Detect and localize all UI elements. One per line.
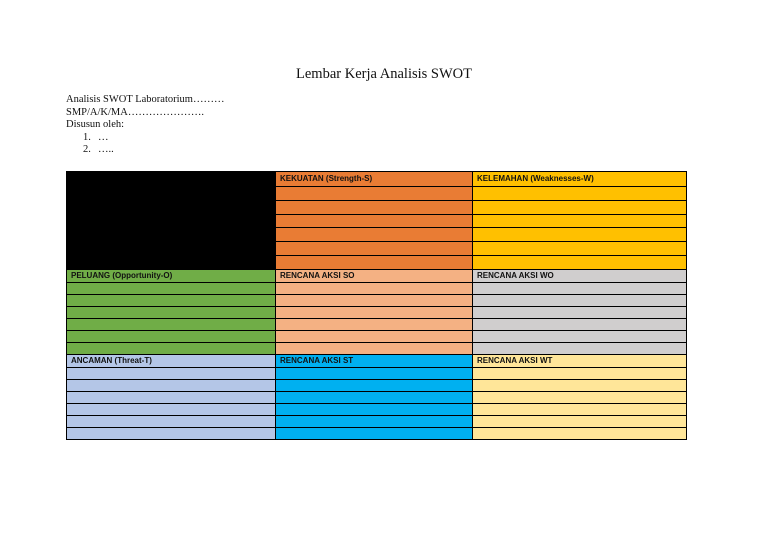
st-cell[interactable] [276, 380, 473, 392]
threat-cell[interactable] [67, 416, 276, 428]
wo-cell[interactable] [473, 319, 687, 331]
so-cell[interactable] [276, 343, 473, 355]
table-row [67, 343, 687, 355]
table-row [67, 270, 687, 283]
so-cell[interactable] [276, 295, 473, 307]
list-text: … [98, 131, 109, 143]
weakness-header: KELEMAHAN (Weaknesses-W) [473, 172, 687, 187]
table-row [67, 404, 687, 416]
wo-cell[interactable] [473, 283, 687, 295]
weakness-cell[interactable] [473, 200, 687, 214]
strength-cell[interactable] [276, 242, 473, 256]
table-row [67, 319, 687, 331]
table-row [67, 380, 687, 392]
wt-cell[interactable] [473, 416, 687, 428]
threat-cell[interactable] [67, 380, 276, 392]
list-number: 1. [83, 131, 91, 143]
weakness-cell[interactable] [473, 228, 687, 242]
author-list-item [66, 132, 224, 145]
so-cell[interactable] [276, 283, 473, 295]
strength-header: KEKUATAN (Strength-S) [276, 172, 473, 187]
table-row [67, 307, 687, 319]
strength-cell[interactable] [276, 228, 473, 242]
st-cell[interactable] [276, 416, 473, 428]
table-row [67, 416, 687, 428]
wt-cell[interactable] [473, 380, 687, 392]
so-cell[interactable] [276, 307, 473, 319]
wo-cell[interactable] [473, 295, 687, 307]
lab-name-line: Analisis SWOT Laboratorium……… [66, 94, 225, 105]
table-row [67, 283, 687, 295]
so-cell[interactable] [276, 331, 473, 343]
page-title: Lembar Kerja Analisis SWOT [296, 66, 472, 82]
table-row [67, 295, 687, 307]
st-header: RENCANA AKSI ST [276, 355, 473, 368]
opportunity-header: PELUANG (Opportunity-O) [67, 270, 276, 283]
opportunity-cell[interactable] [67, 307, 276, 319]
opportunity-cell[interactable] [67, 295, 276, 307]
strength-cell[interactable] [276, 214, 473, 228]
school-line: SMP/A/K/MA…………………. [66, 106, 204, 118]
opportunity-cell[interactable] [67, 331, 276, 343]
weakness-cell[interactable] [473, 242, 687, 256]
threat-header: ANCAMAN (Threat-T) [67, 355, 276, 368]
st-cell[interactable] [276, 368, 473, 380]
wo-cell[interactable] [473, 331, 687, 343]
strength-cell[interactable] [276, 200, 473, 214]
table-row [67, 331, 687, 343]
opportunity-cell[interactable] [67, 343, 276, 355]
so-header: RENCANA AKSI SO [276, 270, 473, 283]
wt-cell[interactable] [473, 368, 687, 380]
table-row [67, 355, 687, 368]
wt-cell[interactable] [473, 428, 687, 440]
wt-cell[interactable] [473, 404, 687, 416]
swot-table [66, 171, 687, 440]
threat-cell[interactable] [67, 392, 276, 404]
wt-cell[interactable] [473, 392, 687, 404]
wt-header: RENCANA AKSI WT [473, 355, 687, 368]
list-text: ….. [98, 144, 114, 155]
wo-cell[interactable] [473, 343, 687, 355]
so-cell[interactable] [276, 319, 473, 331]
weakness-cell[interactable] [473, 214, 687, 228]
strength-cell[interactable] [276, 186, 473, 200]
wo-header: RENCANA AKSI WO [473, 270, 687, 283]
opportunity-cell[interactable] [67, 319, 276, 331]
table-row [67, 392, 687, 404]
document-info [66, 94, 224, 157]
threat-cell[interactable] [67, 428, 276, 440]
st-cell[interactable] [276, 404, 473, 416]
threat-cell[interactable] [67, 368, 276, 380]
weakness-cell[interactable] [473, 256, 687, 270]
strength-cell[interactable] [276, 256, 473, 270]
table-row [67, 428, 687, 440]
table-row [67, 368, 687, 380]
author-label: Disusun oleh: [66, 119, 125, 130]
table-row [67, 172, 687, 187]
author-list-item [66, 144, 224, 157]
threat-cell[interactable] [67, 404, 276, 416]
wo-cell[interactable] [473, 307, 687, 319]
corner-cell [67, 172, 276, 270]
st-cell[interactable] [276, 428, 473, 440]
weakness-cell[interactable] [473, 186, 687, 200]
list-number: 2. [83, 144, 91, 155]
opportunity-cell[interactable] [67, 283, 276, 295]
st-cell[interactable] [276, 392, 473, 404]
